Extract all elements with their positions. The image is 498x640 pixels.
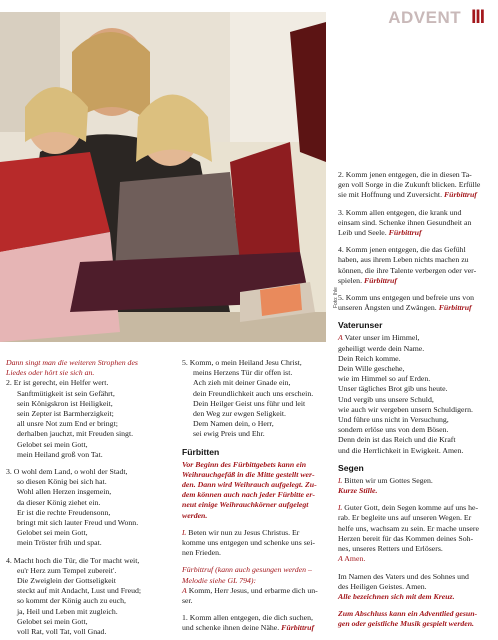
verse-line: mein Tröster früh und spat. bbox=[17, 538, 102, 548]
intro-line: Dann singt man die weiteren Strophen des bbox=[6, 358, 138, 367]
prayer-line: komme uns entgegen und schenke uns sei- bbox=[182, 538, 315, 548]
intercession-line: 3. Komm allen entgegen, die krank und bbox=[338, 207, 462, 217]
family-photo-illustration bbox=[0, 12, 326, 342]
column-1 bbox=[6, 358, 172, 637]
intercession-text: Leib und Seele. bbox=[338, 228, 389, 238]
verse-line: 4. Macht hoch die Tür, die Tor macht weit, bbox=[6, 555, 140, 565]
blessing-line: Herzen bereit für das Kommen deines Soh- bbox=[338, 533, 474, 543]
verse-line: den Weg zur ewgen Seligkeit. bbox=[193, 409, 286, 419]
intercession-line bbox=[338, 303, 490, 313]
blessing-line bbox=[338, 503, 490, 513]
verse-line: derhalben jauchzt, mit Freuden singt. bbox=[17, 429, 134, 439]
fuerbittruf-label: Fürbittruf bbox=[281, 623, 315, 633]
amen-text: Amen. bbox=[342, 554, 366, 564]
rubric-line: Kurze Stille. bbox=[338, 486, 378, 496]
rubric-line: gen oder geistliche Musik gespielt werden. bbox=[338, 619, 475, 629]
verse-line: Wohl allen Herzen insgemein, bbox=[17, 487, 112, 497]
response-note: Melodie siehe GL 794): bbox=[182, 575, 257, 585]
blessing-line: rab. Er begleite uns auf unseren Wegen. Er bbox=[338, 513, 472, 523]
closing-line: Im Namen des Vaters und des Sohnes und bbox=[338, 571, 469, 581]
section-number: III bbox=[471, 7, 484, 28]
intro-line: Liedes oder hört sie sich an. bbox=[6, 368, 95, 378]
verse-line: 2. Er ist gerecht, ein Helfer wert. bbox=[6, 378, 109, 388]
section-label: ADVENT bbox=[388, 8, 462, 27]
verse-line: Dein Heilger Geist uns führ und leit bbox=[193, 398, 306, 408]
instruction-line: Vor Beginn des Fürbittgebets kann ein bbox=[182, 459, 307, 469]
blessing-text: Guter Gott, dein Segen komme auf uns he- bbox=[342, 503, 479, 513]
verse-line: sei ewig Preis und Ehr. bbox=[193, 429, 265, 439]
column-3 bbox=[338, 170, 490, 630]
prayer-line: sondern erlöse uns von dem Bösen. bbox=[338, 425, 449, 435]
verse-line: meins Herzens Tür dir offen ist. bbox=[193, 368, 293, 378]
blessing-line bbox=[338, 476, 490, 486]
instruction-line: neut einige Weihrauchkörner aufgelegt bbox=[182, 500, 309, 510]
verse-line: Gelobet sei mein Gott, bbox=[17, 616, 88, 626]
response-text: Komm, Herr Jesus, und erbarme dich un- bbox=[186, 585, 318, 595]
verse-line: bringt mit sich lauter Freud und Wonn. bbox=[17, 518, 139, 528]
verse-line: mein Heiland groß von Tat. bbox=[17, 449, 103, 459]
verse-line: Gelobet sei mein Gott, bbox=[17, 528, 88, 538]
fuerbittruf-label: Fürbittruf bbox=[443, 190, 477, 200]
verse-line: ja, Heil und Leben mit zugleich. bbox=[17, 606, 118, 616]
prayer-line: geheiligt werde dein Name. bbox=[338, 343, 425, 353]
instruction-line: dem können auch nach jeder Fürbitte er- bbox=[182, 490, 315, 500]
intercession-line: 5. Komm uns entgegen und befreie uns von bbox=[338, 293, 474, 303]
instruction-line: Weihrauchgefäß in die Mitte gestellt wer- bbox=[182, 469, 315, 479]
intercession-line: einsam sind. Schenke ihnen Gesundheit an bbox=[338, 217, 472, 227]
fuerbittruf-label: Fürbittruf bbox=[438, 303, 472, 313]
verse-line: steckt auf mit Andacht, Lust und Freud; bbox=[17, 586, 142, 596]
leader-marker: L bbox=[338, 503, 343, 513]
all-marker: A bbox=[338, 554, 343, 564]
verse-line: sein Zepter ist Barmherzigkeit; bbox=[17, 409, 114, 419]
page-header bbox=[388, 6, 484, 30]
rubric-line: Alle bezeichnen sich mit dem Kreuz. bbox=[338, 591, 455, 601]
prayer-line: Und führe uns nicht in Versuchung, bbox=[338, 415, 449, 425]
column-2 bbox=[182, 358, 332, 634]
verse-line: Die Zweiglein der Gottseligkeit bbox=[17, 576, 116, 586]
prayer-line: nen Frieden. bbox=[182, 548, 221, 558]
intercession-line bbox=[338, 276, 490, 286]
closing-line: des Heiligen Geistes. Amen. bbox=[338, 581, 427, 591]
blessing-line: nes, unseres Retters und Erlösers. bbox=[338, 544, 443, 554]
fuerbittruf-label: Fürbittruf bbox=[363, 275, 397, 285]
intercession-line bbox=[338, 228, 490, 238]
instruction-line: werden. bbox=[182, 510, 208, 520]
fuerbittruf-label: Fürbittruf bbox=[388, 228, 422, 238]
verse-line: Ach zieh mit deiner Gnade ein, bbox=[193, 378, 291, 388]
leader-marker: L bbox=[338, 475, 343, 485]
verse-line: da dieser König ziehet ein. bbox=[17, 497, 101, 507]
verse-line: Er ist die rechte Freudensonn, bbox=[17, 507, 111, 517]
intercession-line: 4. Komm jenen entgegen, die das Gefühl bbox=[338, 245, 466, 255]
blessing-line bbox=[338, 554, 490, 564]
intercession-line: 1. Komm allen entgegen, die dich suchen, bbox=[182, 613, 313, 623]
prayer-text: Vater unser im Himmel, bbox=[342, 333, 420, 343]
response-line: ser. bbox=[182, 596, 193, 606]
intercession-line bbox=[338, 190, 490, 200]
all-marker: A bbox=[338, 333, 343, 343]
intercession-text: und schenke ihnen deine Nähe. bbox=[182, 623, 282, 633]
intercession-text: sie mit Hoffnung und Zuversicht. bbox=[338, 190, 444, 200]
intercession-text: spielen. bbox=[338, 275, 364, 285]
verse-line: Sanftmütigkeit ist sein Gefährt, bbox=[17, 388, 115, 398]
intercession-line: gen voll Sorge in die Zukunft blicken. Erfülle bbox=[338, 180, 481, 190]
prayer-line: wie auch wir vergeben unsern Schuldigern. bbox=[338, 404, 473, 414]
verse-line: sein Königskron ist Heiligkeit, bbox=[17, 398, 113, 408]
verse-line: Dem Namen dein, o Herr, bbox=[193, 419, 274, 429]
prayer-line bbox=[338, 333, 490, 343]
intercession-line: können, die ihre Talente verbergen oder ver- bbox=[338, 265, 477, 275]
verse-line: eu'r Herz zum Tempel zubereit'. bbox=[17, 565, 117, 575]
intercession-text: unseren Ängsten und Zwängen. bbox=[338, 303, 439, 313]
blessing-line: helfe uns, wachsam zu sein. Er mache unsere bbox=[338, 523, 479, 533]
prayer-line bbox=[182, 528, 332, 538]
verse-line: all unsre Not zum End er bringt; bbox=[17, 419, 118, 429]
photo-credit: Foto: Ihle bbox=[333, 287, 339, 308]
verse-line: voll Rat, voll Tat, voll Gnad. bbox=[17, 627, 107, 637]
verse-line: so kommt der König auch zu euch, bbox=[17, 596, 126, 606]
prayer-line: Und vergib uns unsere Schuld, bbox=[338, 394, 434, 404]
intercession-line: haben, aus ihrem Leben nichts machen zu bbox=[338, 255, 469, 265]
blessing-text: Bitten wir um Gottes Segen. bbox=[342, 475, 433, 485]
intercession-line bbox=[182, 623, 332, 633]
verse-line: 3. O wohl dem Land, o wohl der Stadt, bbox=[6, 467, 128, 477]
response-line bbox=[182, 586, 332, 596]
prayer-line: und die Herrlichkeit in Ewigkeit. Amen. bbox=[338, 445, 464, 455]
verse-line: so diesen König bei sich hat. bbox=[17, 477, 107, 487]
leader-marker: L bbox=[182, 527, 187, 537]
prayer-line: Unser tägliches Brot gib uns heute. bbox=[338, 384, 448, 394]
family-photo bbox=[0, 12, 326, 342]
rubric-line: Zum Abschluss kann ein Adventlied gesun- bbox=[338, 609, 478, 619]
section-heading-segen: Segen bbox=[338, 462, 364, 473]
all-marker: A bbox=[182, 585, 187, 595]
prayer-line: wie im Himmel so auf Erden. bbox=[338, 374, 431, 384]
section-heading-fuerbitten: Fürbitten bbox=[182, 446, 220, 457]
prayer-line: Dein Wille geschehe, bbox=[338, 364, 405, 374]
instruction-line: den. Dann wird Weihrauch aufgelegt. Zu- bbox=[182, 480, 317, 490]
verse-line: Gelobet sei mein Gott, bbox=[17, 439, 88, 449]
section-heading-vaterunser: Vaterunser bbox=[338, 320, 383, 331]
verse-line: dein Freundlichkeit auch uns erschein. bbox=[193, 388, 314, 398]
prayer-text: Beten wir nun zu Jesus Christus. Er bbox=[186, 527, 300, 537]
verse-line: 5. Komm, o mein Heiland Jesu Christ, bbox=[182, 358, 302, 367]
response-note: Fürbittruf (kann auch gesungen werden – bbox=[182, 565, 312, 575]
prayer-line: Dein Reich komme. bbox=[338, 353, 401, 363]
prayer-line: Denn dein ist das Reich und die Kraft bbox=[338, 435, 456, 445]
intercession-line: 2. Komm jenen entgegen, die in diesen Ta- bbox=[338, 170, 472, 179]
